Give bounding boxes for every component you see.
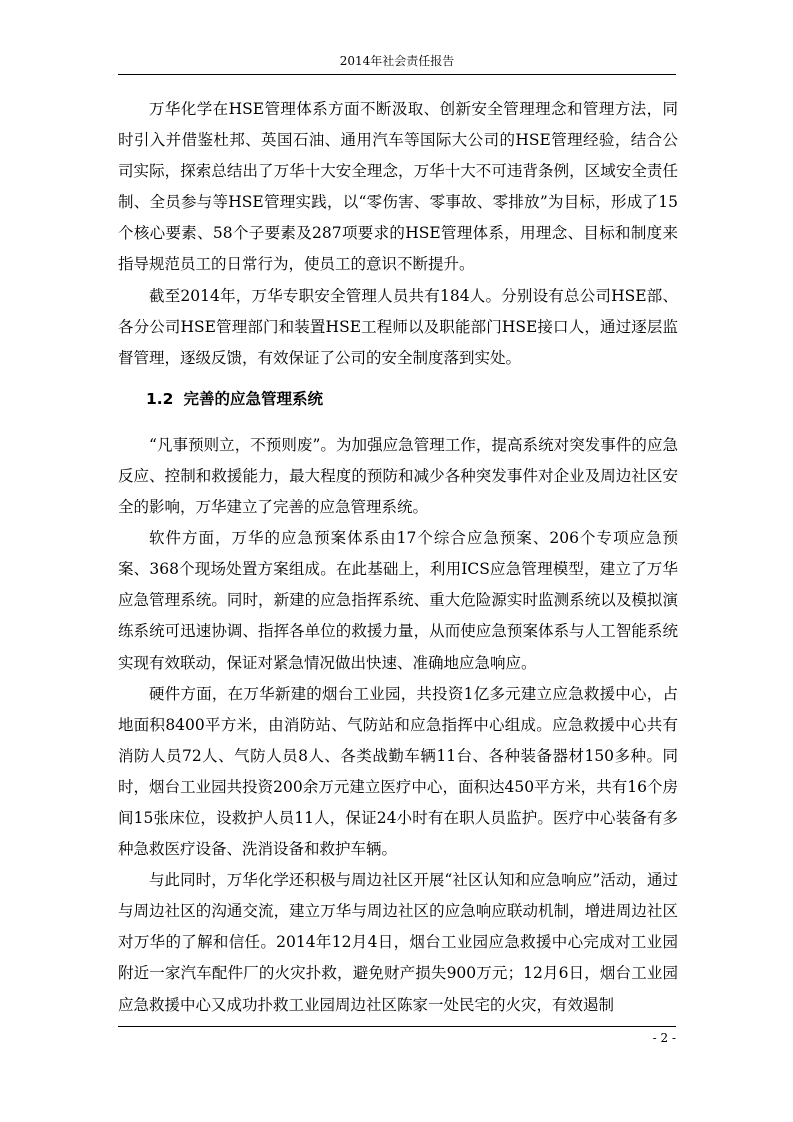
- section-number: 1.2: [146, 389, 174, 408]
- paragraph-emergency-intro: “凡事预则立，不预则废”。为加强应急管理工作，提高系统对突发事件的应急反应、控制和救援能力，最大程度的预防和减少各种突发事件对企业及周边社区安全的影响，万华建立了完善的应急管理系统。: [118, 435, 678, 517]
- page-content: [118, 94, 678, 1021]
- page-footer: [118, 1026, 676, 1049]
- report-title: 2014年社会责任报告: [339, 54, 455, 68]
- paragraph-safety-staff: 截至2014年，万华专职安全管理人员共有184人。分别设有总公司HSE部、各分公司HSE管理部门和装置HSE工程师以及职能部门HSE接口人，通过逐层监督管理，逐级反馈，有效保证了公司的安全制度落到实处。: [118, 286, 678, 367]
- paragraph-community: 与此同时，万华化学还积极与周边社区开展“社区认知和应急响应”活动，通过与周边社区的沟通交流，建立万华与周边社区的应急响应联动机制，增进周边社区对万华的了解和信任。2014年12月4日，烟台工业园应急救援中心完成对工业园附近一家汽车配件厂的火灾扑救，避免财产损失900万元；12月6日，烟台工业园应急救援中心又成功扑救工业园周边社区陈家一处民宅的火灾，有效遏制: [118, 871, 678, 1014]
- page-header: [118, 52, 676, 75]
- section-title: 完善的应急管理系统: [183, 389, 323, 408]
- section-heading: [118, 374, 678, 430]
- page-number: - 2 -: [652, 1031, 676, 1045]
- paragraph-hse-system: 万华化学在HSE管理体系方面不断汲取、创新安全管理理念和管理方法，同时引入并借鉴杜邦、英国石油、通用汽车等国际大公司的HSE管理经验，结合公司实际，探索总结出了万华十大安全理念，万华十大不可违背条例，区域安全责任制、全员参与等HSE管理实践，以“零伤害、零事故、零排放”为目标，形成了15个核心要素、58个子要素及287项要求的HSE管理体系，用理念、目标和制度来指导规范员工的日常行为，使员工的意识不断提升。: [118, 100, 678, 274]
- paragraph-hardware: 硬件方面，在万华新建的烟台工业园，共投资1亿多元建立应急救援中心，占地面积8400平方米，由消防站、气防站和应急指挥中心组成。应急救援中心共有消防人员72人、气防人员8人、各类战勤车辆11台、各种装备器材150多种。同时，烟台工业园共投资200余万元建立医疗中心，面积达450平方米，共有16个房间15张床位，设救护人员11人，保证24小时有在职人员监护。医疗中心装备有多种急救医疗设备、洗消设备和救护车辆。: [118, 684, 678, 859]
- paragraph-software: 软件方面，万华的应急预案体系由17个综合应急预案、206个专项应急预案、368个现场处置方案组成。在此基础上，利用ICS应急管理模型，建立了万华应急管理系统。同时，新建的应急指挥系统、重大危险源实时监测系统以及模拟演练系统可迅速协调、指挥各单位的救援力量，从而使应急预案体系与人工智能系统实现有效联动，保证对紧急情况做出快速、准确地应急响应。: [118, 529, 678, 672]
